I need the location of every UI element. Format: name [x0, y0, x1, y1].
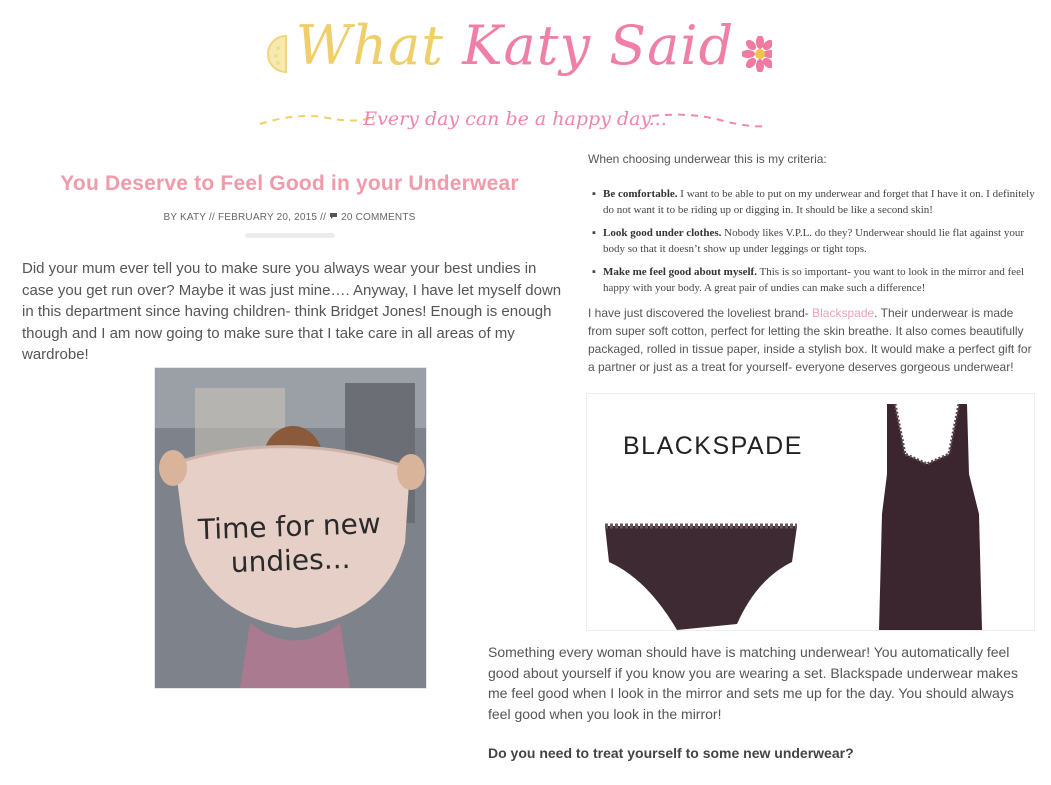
bullet-icon: ▪ — [592, 266, 596, 278]
comments-link[interactable]: 20 COMMENTS — [341, 212, 416, 223]
post-title[interactable]: You Deserve to Feel Good in your Underwear — [60, 172, 519, 195]
decorative-dashes-right — [650, 110, 770, 132]
logo-word-what: What — [295, 14, 445, 77]
intro-paragraph: Did your mum ever tell you to make sure you always wear your best undies in case you get run over? Maybe it was just mine…. Anyway, I have let myself down in this department since having children- think Bridget Jones! Enough is enough though and I am now going to make sure that I take care in all areas of my wardrobe! — [22, 260, 562, 363]
blog-tagline: Every day can be a happy day... — [363, 108, 667, 130]
list-item — [590, 186, 1040, 218]
brand-para-before: I have just discovered the loveliest brand- — [588, 306, 813, 320]
image-caption — [174, 506, 406, 582]
criteria-heading: Make me feel good about myself. — [603, 266, 757, 278]
caption-line-2: undies... — [230, 541, 351, 580]
meta-separator: // — [320, 212, 327, 223]
blackspade-logo: BLACKSPADE — [623, 432, 803, 460]
comment-icon — [329, 212, 341, 223]
post-meta — [22, 212, 557, 223]
criteria-text: Nobody likes V.P.L. do they? Underwear should lie flat against your body so that it doesn’t show up under leggings or tight tops. — [603, 227, 1025, 255]
product-illustration — [587, 394, 1034, 630]
closing-question: Do you need to treat yourself to some new underwear? — [488, 745, 854, 761]
site-header — [250, 0, 780, 150]
caption-line-1: Time for new — [197, 506, 382, 547]
brand-para-after: . Their underwear is made from super soft cotton, perfect for letting the skin breathe. It also comes beautifully packaged, rolled in tissue paper, inside a stylish box. It would make a perfect gift for a partner or just as a treat for yourself- everyone deserves gorgeous underwear! — [588, 306, 1032, 374]
logo-words-katy-said: Katy Said — [462, 14, 735, 77]
list-item — [590, 225, 1040, 257]
matching-paragraph: Something every woman should have is matching underwear! You automatically feel good about yourself if you know you are wearing a set. Blackspade underwear makes me feel good when I look in the mirror and sets me up for the day. You should always feel good when you look in the mirror! — [488, 644, 1018, 722]
post-date[interactable]: FEBRUARY 20, 2015 — [217, 212, 318, 223]
product-image — [587, 394, 1034, 630]
post-author[interactable]: BY KATY — [163, 212, 207, 223]
list-item — [590, 264, 1040, 296]
criteria-heading: Look good under clothes. — [603, 227, 722, 239]
criteria-list — [590, 186, 1040, 303]
meta-separator: // — [209, 212, 215, 223]
criteria-heading: Be comfortable. — [603, 188, 678, 200]
criteria-text: This is so important- you want to look in the mirror and feel happy with your body. A great pair of undies can make such a difference! — [603, 266, 1025, 294]
bullet-icon: ▪ — [592, 188, 596, 200]
bridget-jones-image — [155, 368, 426, 688]
blog-logo-title[interactable] — [250, 14, 780, 77]
criteria-text: I want to be able to put on my underwear and forget that I have it on. I definitely do not want it to be riding up or digging in. It should be like a second skin! — [603, 188, 1035, 216]
meta-divider — [245, 233, 335, 238]
criteria-intro: When choosing underwear this is my criteria: — [588, 152, 827, 166]
blackspade-link[interactable]: Blackspade — [812, 306, 875, 320]
brand-paragraph — [588, 304, 1038, 376]
bullet-icon: ▪ — [592, 227, 596, 239]
